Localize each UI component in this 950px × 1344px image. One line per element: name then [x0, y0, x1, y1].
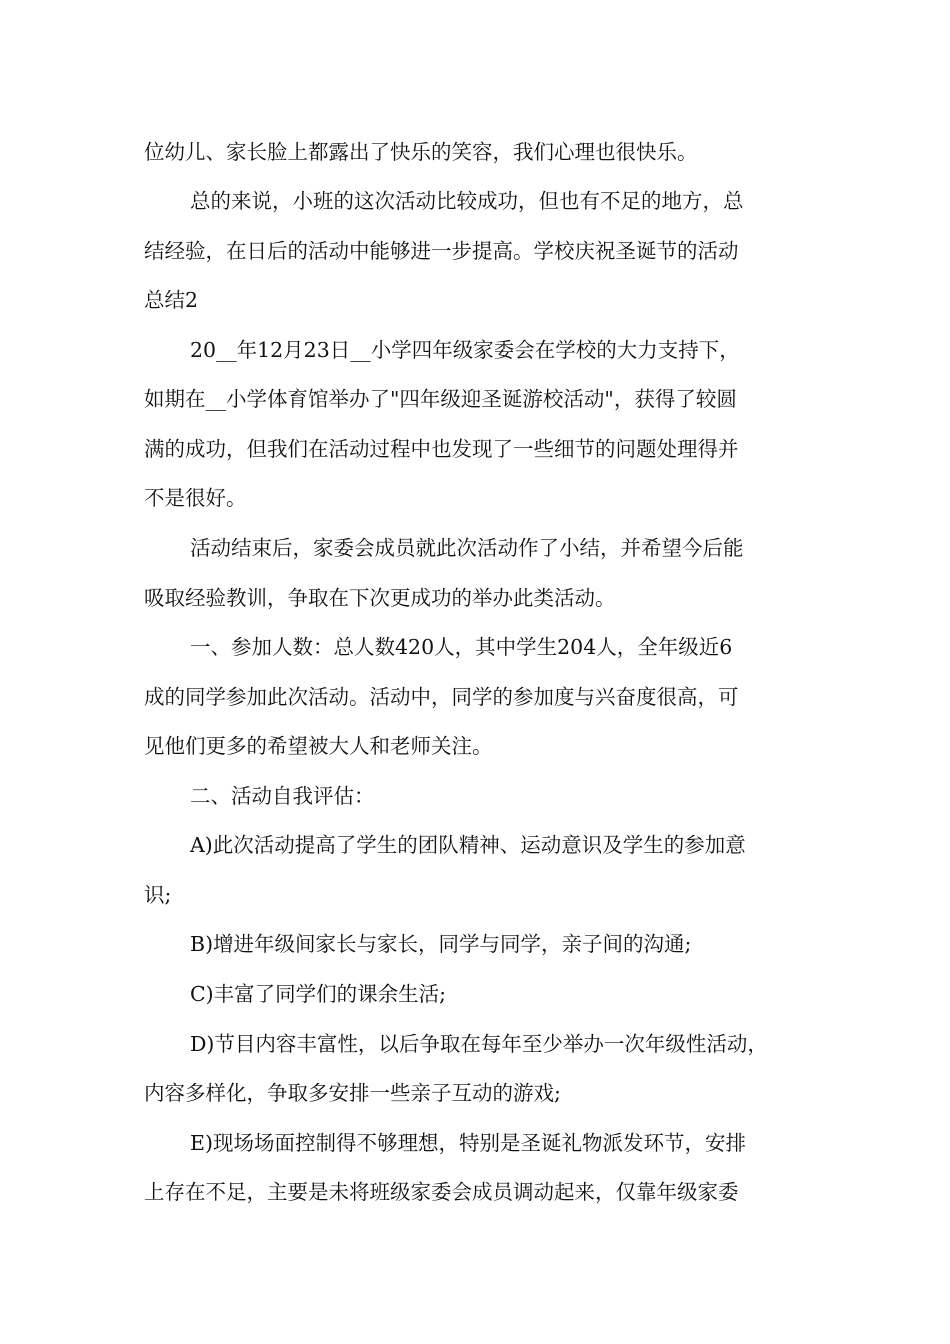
- paragraph-line: 一、参加人数：总人数420人，其中学生204人，全年级近6: [190, 635, 733, 659]
- list-item: B)增进年级间家长与家长，同学与同学，亲子间的沟通;: [190, 932, 692, 956]
- text-line: 位幼儿、家长脸上都露出了快乐的笑容，我们心理也很快乐。: [144, 140, 698, 164]
- list-item: A)此次活动提高了学生的团队精神、运动意识及学生的参加意: [190, 833, 746, 857]
- text-line: 内容多样化，争取多安排一些亲子互动的游戏;: [144, 1081, 561, 1105]
- section-heading: 二、活动自我评估：: [190, 784, 375, 808]
- list-item: C)丰富了同学们的课余生活;: [190, 982, 447, 1006]
- list-item: E)现场场面控制得不够理想，特别是圣诞礼物派发环节，安排: [190, 1131, 746, 1155]
- text-line: 识;: [144, 883, 172, 907]
- text-line: 如期在__小学体育馆举办了"四年级迎圣诞游校活动"，获得了较圆: [144, 387, 737, 411]
- text-line: 成的同学参加此次活动。活动中，同学的参加度与兴奋度很高，可: [144, 685, 739, 709]
- paragraph-line: 活动结束后，家委会成员就此次活动作了小结，并希望今后能: [190, 536, 744, 560]
- text-line: 上存在不足，主要是未将班级家委会成员调动起来，仅靠年级家委: [144, 1180, 739, 1204]
- text-line: 见他们更多的希望被大人和老师关注。: [144, 734, 493, 758]
- text-line: 吸取经验教训，争取在下次更成功的举办此类活动。: [144, 586, 616, 610]
- paragraph-line: 20__年12月23日__小学四年级家委会在学校的大力支持下，: [190, 338, 740, 362]
- text-line: 满的成功，但我们在活动过程中也发现了一些细节的问题处理得并: [144, 437, 739, 461]
- list-item: D)节目内容丰富性，以后争取在每年至少举办一次年级性活动，: [190, 1032, 768, 1056]
- paragraph-line: 总的来说，小班的这次活动比较成功，但也有不足的地方，总: [190, 189, 744, 213]
- text-line: 不是很好。: [144, 486, 247, 510]
- text-line: 结经验，在日后的活动中能够进一步提高。学校庆祝圣诞节的活动: [144, 239, 739, 263]
- text-line: 总结2: [144, 288, 199, 312]
